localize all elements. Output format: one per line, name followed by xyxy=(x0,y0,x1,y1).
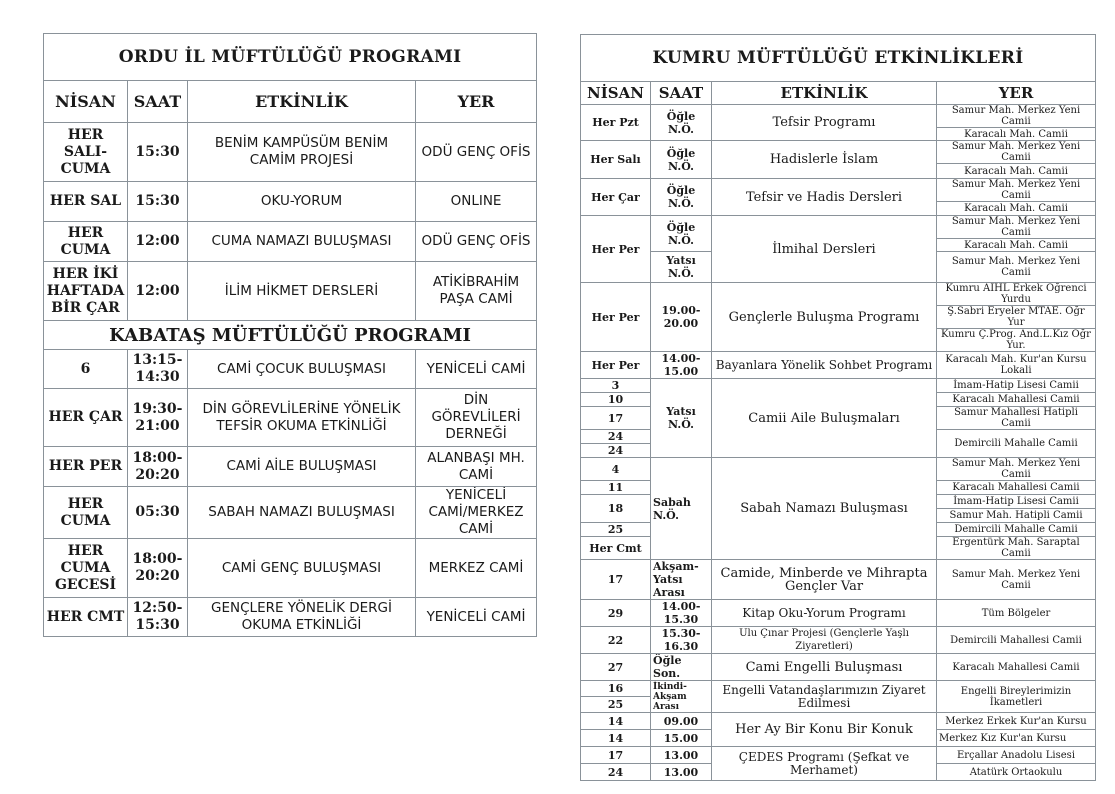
row-place: Merkez Kız Kur'an Kursu xyxy=(937,730,1096,747)
row-activity: SABAH NAMAZI BULUŞMASI xyxy=(188,487,416,539)
row-date: 27 xyxy=(581,654,651,681)
row-place: Samur Mah. Merkez Yeni Camii xyxy=(937,216,1096,239)
row-date: Her Per xyxy=(581,352,651,379)
row-activity: CAMİ GENÇ BULUŞMASI xyxy=(188,539,416,598)
row-date: 29 xyxy=(581,600,651,627)
row-time: Yatsı N.Ö. xyxy=(651,252,712,283)
row-time: Öğle N.Ö. xyxy=(651,141,712,179)
row-date: HER PER xyxy=(44,447,128,487)
row-date: Her Per xyxy=(581,283,651,352)
row-activity: İLİM HİKMET DERSLERİ xyxy=(188,262,416,321)
row-time: 12:00 xyxy=(128,222,188,262)
row-place: İmam-Hatip Lisesi Camii xyxy=(937,379,1096,393)
table-row xyxy=(44,350,537,389)
row-place: Karacalı Mah. Camii xyxy=(937,239,1096,252)
row-time: 15:30 xyxy=(128,123,188,182)
row-place: Tüm Bölgeler xyxy=(937,600,1096,627)
row-time: 19.00-20.00 xyxy=(651,283,712,352)
row-date: 3 xyxy=(581,379,651,393)
table-row xyxy=(581,216,1096,239)
row-activity: Sabah Namazı Buluşması xyxy=(712,458,937,560)
row-place: Karacalı Mah. Kur'an Kursu Lokali xyxy=(937,352,1096,379)
row-place: Karacalı Mahallesi Camii xyxy=(937,481,1096,495)
row-time: Yatsı N.Ö. xyxy=(651,379,712,458)
row-date: 18 xyxy=(581,495,651,523)
row-place: Samur Mah. Merkez Yeni Camii xyxy=(937,458,1096,481)
row-activity: Hadislerle İslam xyxy=(712,141,937,179)
row-place: Atatürk Ortaokulu xyxy=(937,764,1096,781)
header-place: YER xyxy=(937,82,1096,105)
row-time: Sabah N.Ö. xyxy=(651,458,712,560)
row-date: 14 xyxy=(581,730,651,747)
row-place: YENİCELİ CAMİ xyxy=(416,350,537,389)
row-place: Ergentürk Mah. Saraptal Camii xyxy=(937,537,1096,560)
header-activity: ETKİNLİK xyxy=(712,82,937,105)
row-place: Samur Mah. Merkez Yeni Camii xyxy=(937,179,1096,202)
row-time: Öğle N.Ö. xyxy=(651,216,712,252)
table-row xyxy=(581,105,1096,128)
row-place: Engelli Bireylerimizin İkametleri xyxy=(937,681,1096,713)
row-activity: Tefsir Programı xyxy=(712,105,937,141)
table-row xyxy=(581,141,1096,164)
row-date: HER İKİ HAFTADA BİR ÇAR xyxy=(44,262,128,321)
header-place: YER xyxy=(416,81,537,123)
row-date: HER ÇAR xyxy=(44,389,128,447)
table-row xyxy=(581,379,1096,393)
row-date: HER CMT xyxy=(44,598,128,637)
row-activity: BENİM KAMPÜSÜM BENİM CAMİM PROJESİ xyxy=(188,123,416,182)
row-date: 25 xyxy=(581,523,651,537)
row-place: ODÜ GENÇ OFİS xyxy=(416,222,537,262)
row-date: 10 xyxy=(581,393,651,407)
row-time: 13.00 xyxy=(651,747,712,764)
row-activity: İlmihal Dersleri xyxy=(712,216,937,283)
row-time: 15.00 xyxy=(651,730,712,747)
row-date: HER SAL xyxy=(44,182,128,222)
row-date: 24 xyxy=(581,444,651,458)
row-place: Merkez Erkek Kur'an Kursu xyxy=(937,713,1096,730)
row-time: 13.00 xyxy=(651,764,712,781)
table-row xyxy=(44,447,537,487)
row-place: ATİKİBRAHİM PAŞA CAMİ xyxy=(416,262,537,321)
row-time: 14.00-15.00 xyxy=(651,352,712,379)
row-place: YENİCELİ CAMİ xyxy=(416,598,537,637)
table-row xyxy=(581,627,1096,654)
row-activity: CAMİ AİLE BULUŞMASI xyxy=(188,447,416,487)
row-date: Her Pzt xyxy=(581,105,651,141)
table-row xyxy=(44,598,537,637)
row-date: HER SALI-CUMA xyxy=(44,123,128,182)
row-date: HER CUMA GECESİ xyxy=(44,539,128,598)
row-date: HER CUMA xyxy=(44,222,128,262)
row-time: 12:50-15:30 xyxy=(128,598,188,637)
row-date: Her Cmt xyxy=(581,537,651,560)
row-date: Her Salı xyxy=(581,141,651,179)
row-time: 05:30 xyxy=(128,487,188,539)
kumru-program-table xyxy=(580,34,1096,781)
row-date: Her Çar xyxy=(581,179,651,216)
row-time: Öğle Son. xyxy=(651,654,712,681)
row-time: İkindi-Akşam Arası xyxy=(651,681,712,713)
row-time: 18:00-20:20 xyxy=(128,447,188,487)
row-activity: Camide, Minberde ve Mihrapta Gençler Var xyxy=(712,560,937,600)
header-time: SAAT xyxy=(128,81,188,123)
header-activity: ETKİNLİK xyxy=(188,81,416,123)
row-place: Demircili Mahallesi Camii xyxy=(937,627,1096,654)
row-place: Kumru AİHL Erkek Öğrenci Yurdu xyxy=(937,283,1096,306)
row-date: HER CUMA xyxy=(44,487,128,539)
row-time: 15:30 xyxy=(128,182,188,222)
row-place: ODÜ GENÇ OFİS xyxy=(416,123,537,182)
row-time: Öğle N.Ö. xyxy=(651,105,712,141)
row-time: 15.30-16.30 xyxy=(651,627,712,654)
table-row xyxy=(44,487,537,539)
row-activity: DİN GÖREVLİLERİNE YÖNELİK TEFSİR OKUMA ETKİNLİĞİ xyxy=(188,389,416,447)
row-date: 6 xyxy=(44,350,128,389)
table-row xyxy=(44,182,537,222)
ordu-kabatas-program-table xyxy=(43,33,537,637)
row-place: ALANBAŞI MH. CAMİ xyxy=(416,447,537,487)
row-activity: Engelli Vatandaşlarımızın Ziyaret Edilmesi xyxy=(712,681,937,713)
table-row xyxy=(581,681,1096,697)
row-date: 17 xyxy=(581,747,651,764)
row-time: 19:30-21:00 xyxy=(128,389,188,447)
row-place: Karacalı Mah. Camii xyxy=(937,128,1096,141)
ordu-title: ORDU İL MÜFTÜLÜĞÜ PROGRAMI xyxy=(44,34,537,81)
row-date: Her Per xyxy=(581,216,651,283)
row-date: 14 xyxy=(581,713,651,730)
table-row xyxy=(581,352,1096,379)
row-place: Kumru Ç.Prog. And.L.Kız Öğr Yur. xyxy=(937,329,1096,352)
row-activity: CUMA NAMAZI BULUŞMASI xyxy=(188,222,416,262)
row-date: 16 xyxy=(581,681,651,697)
kumru-title: KUMRU MÜFTÜLÜĞÜ ETKİNLİKLERİ xyxy=(581,35,1096,82)
table-row xyxy=(581,560,1096,600)
row-place: ONLINE xyxy=(416,182,537,222)
table-row xyxy=(581,747,1096,764)
row-date: 17 xyxy=(581,560,651,600)
row-time: 18:00-20:20 xyxy=(128,539,188,598)
kabatas-title: KABATAŞ MÜFTÜLÜĞÜ PROGRAMI xyxy=(44,321,537,350)
table-row xyxy=(44,539,537,598)
row-activity: Gençlerle Buluşma Programı xyxy=(712,283,937,352)
row-place: Erçallar Anadolu Lisesi xyxy=(937,747,1096,764)
row-activity: Ulu Çınar Projesi (Gençlerle Yaşlı Ziyaretleri) xyxy=(712,627,937,654)
row-place: Samur Mah. Hatipli Camii xyxy=(937,509,1096,523)
row-activity: CAMİ ÇOCUK BULUŞMASI xyxy=(188,350,416,389)
table-row xyxy=(44,262,537,321)
row-time: 12:00 xyxy=(128,262,188,321)
row-date: 11 xyxy=(581,481,651,495)
header-time: SAAT xyxy=(651,82,712,105)
table-row xyxy=(581,600,1096,627)
row-date: 22 xyxy=(581,627,651,654)
row-date: 25 xyxy=(581,697,651,713)
row-activity: Cami Engelli Buluşması xyxy=(712,654,937,681)
row-activity: ÇEDES Programı (Şefkat ve Merhamet) xyxy=(712,747,937,781)
row-activity: Her Ay Bir Konu Bir Konuk xyxy=(712,713,937,747)
table-row xyxy=(581,283,1096,306)
table-row xyxy=(581,458,1096,481)
row-place: Samur Mah. Merkez Yeni Camii xyxy=(937,560,1096,600)
table-row xyxy=(581,654,1096,681)
row-activity: Bayanlara Yönelik Sohbet Programı xyxy=(712,352,937,379)
row-time: Akşam-Yatsı Arası xyxy=(651,560,712,600)
row-place: Ş.Sabri Eryeler MTAE. Öğr Yur xyxy=(937,306,1096,329)
row-place: Samur Mah. Merkez Yeni Camii xyxy=(937,252,1096,283)
row-date: 24 xyxy=(581,430,651,444)
row-time: 09.00 xyxy=(651,713,712,730)
row-place: Karacalı Mahallesi Camii xyxy=(937,654,1096,681)
row-place: YENİCELİ CAMİ/MERKEZ CAMİ xyxy=(416,487,537,539)
row-activity: GENÇLERE YÖNELİK DERGİ OKUMA ETKİNLİĞİ xyxy=(188,598,416,637)
table-row xyxy=(44,389,537,447)
table-row xyxy=(44,222,537,262)
row-place: Karacalı Mah. Camii xyxy=(937,164,1096,179)
row-place: MERKEZ CAMİ xyxy=(416,539,537,598)
row-date: 24 xyxy=(581,764,651,781)
row-place: İmam-Hatip Lisesi Camii xyxy=(937,495,1096,509)
row-place: Samur Mahallesi Hatipli Camii xyxy=(937,407,1096,430)
header-date: NİSAN xyxy=(44,81,128,123)
row-activity: OKU-YORUM xyxy=(188,182,416,222)
row-activity: Kitap Oku-Yorum Programı xyxy=(712,600,937,627)
row-time: 13:15-14:30 xyxy=(128,350,188,389)
row-activity: Tefsir ve Hadis Dersleri xyxy=(712,179,937,216)
row-place: Demircili Mahalle Camii xyxy=(937,523,1096,537)
row-activity: Camii Aile Buluşmaları xyxy=(712,379,937,458)
table-row xyxy=(581,179,1096,202)
row-place: DİN GÖREVLİLERİ DERNEĞİ xyxy=(416,389,537,447)
row-time: 14.00-15.30 xyxy=(651,600,712,627)
row-place: Karacalı Mahallesi Camii xyxy=(937,393,1096,407)
row-time: Öğle N.Ö. xyxy=(651,179,712,216)
row-place: Karacalı Mah. Camii xyxy=(937,202,1096,216)
row-place: Samur Mah. Merkez Yeni Camii xyxy=(937,141,1096,164)
header-date: NİSAN xyxy=(581,82,651,105)
table-row xyxy=(44,123,537,182)
row-date: 17 xyxy=(581,407,651,430)
row-place: Demircili Mahalle Camii xyxy=(937,430,1096,458)
row-place: Samur Mah. Merkez Yeni Camii xyxy=(937,105,1096,128)
row-date: 4 xyxy=(581,458,651,481)
table-row xyxy=(581,713,1096,730)
